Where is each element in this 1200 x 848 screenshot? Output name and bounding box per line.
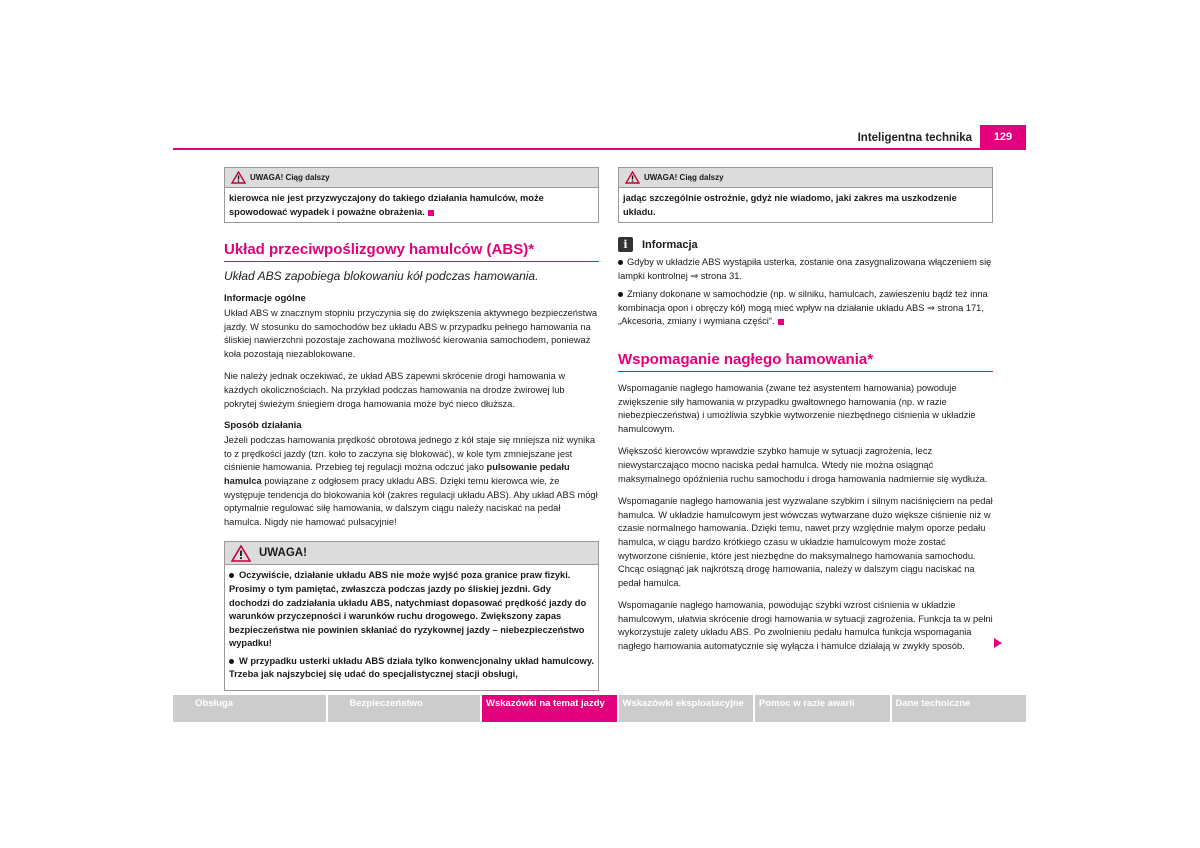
warning-triangle-icon xyxy=(231,545,251,562)
warning-continued-text xyxy=(225,188,598,222)
warning-continued-label: UWAGA! Ciąg dalszy xyxy=(250,173,330,182)
info-item xyxy=(618,256,993,283)
bullet-icon xyxy=(618,260,623,265)
warning-box xyxy=(224,541,599,691)
right-column xyxy=(618,167,993,663)
tab-dane-techniczne[interactable]: Dane techniczne xyxy=(892,695,1027,722)
bullet-icon xyxy=(229,573,234,578)
abs-paragraph-3 xyxy=(224,434,599,529)
warning-triangle-icon xyxy=(625,171,640,184)
brake-assist-paragraph-2: Większość kierowców wprawdzie szybko hamuje w sytuacji zagrożenia, lecz niewystarczająco mocno naciska pedał hamulca. Wtedy nie można osiągnąć maksymalnego opóźnienia ruchu samochodu i droga hamowania nadmiernie się wydłuża. xyxy=(618,446,988,484)
brake-assist-paragraph-3: Wspomaganie nagłego hamowania jest wyzwalane szybkim i silnym naciśnięciem na pedał hamulca. W układzie hamulcowym jest wówczas wytwarzane dużo większe ciśnienie niż w czasie normalnego hamowania. Dzięki temu, nawet przy względnie małym oporze pedału hamulca, w ciągu bardzo krótkiego czasu w układzie hamulcowym może zostać wytworzone ciśnienie, które jest niezbędne do maksymalnego hamowania samochodu. Chcąc osiągnąć jak najkrótszą drogę hamowania, należy w dalszym ciągu naciskać na pedał hamulca. xyxy=(618,496,993,588)
chapter-tabs xyxy=(173,695,1026,722)
warning-header xyxy=(225,542,598,565)
bullet-icon xyxy=(618,292,623,297)
tab-wskazowki-jazdy[interactable]: Wskazówki na temat jazdy xyxy=(482,695,617,722)
warning-item-1-text: Oczywiście, działanie układu ABS nie może wyjść poza granice praw fizyki. Prosimy o tym pamiętać, zwłaszcza podczas jazdy po śliskiej jezdni. Gdy dochodzi do zadziałania układu ABS, natychmiast dopasować prędkość jazdy do warunków przyczepności i warunków ruchu drogowego. Zwiększony zapas bezpieczeństwa nie powinien skłaniać do ryzykownej jazdy – niebezpieczeństwo wypadku! xyxy=(229,570,587,649)
info-icon: i xyxy=(618,237,633,252)
brake-assist-title: Wspomaganie nagłego hamowania* xyxy=(618,351,993,372)
warning-item xyxy=(229,569,594,651)
warning-label: UWAGA! xyxy=(259,547,307,560)
info-item-2-text: Zmiany dokonane w samochodzie (np. w silniku, hamulcach, zawieszeniu bądź też inna kombinacja opon i obręczy kół) mogą mieć wpływ na działanie układu ABS ⇒ strona 171, „Akcesoria, zmiany i wymiana części“. xyxy=(618,289,988,327)
bullet-icon xyxy=(229,659,234,664)
abs-paragraph-3-bold: pulsowanie pedału hamulca xyxy=(224,462,570,486)
warning-item-2-text: W przypadku usterki układu ABS działa tylko konwencjonalny układ hamulcowy. Trzeba jak najszybciej się udać do specjalistycznej stacji obsługi, xyxy=(229,655,594,680)
info-item-1-text: Gdyby w układzie ABS wystąpiła usterka, zostanie ona zasygnalizowana włączeniem się lampki kontrolnej ⇒ strona 31. xyxy=(618,257,992,281)
warning-continued-header xyxy=(619,168,992,188)
warning-continued-box xyxy=(224,167,599,223)
section-end-marker xyxy=(778,319,784,325)
method-heading: Sposób działania xyxy=(224,420,302,432)
info-heading: Informacja xyxy=(642,238,698,251)
tab-pomoc-awarii[interactable]: Pomoc w razie awarii xyxy=(755,695,890,722)
abs-paragraph-3-a: Jeżeli podczas hamowania prędkość obrotowa jednego z kół staje się mniejsza niż wynika to z prędkości jazdy (tzn. koło to zaczyna się blokować), w kole tym zmniejszane jest ciśnienie hamowania. Przebieg tej regulacji można odczuć jako xyxy=(224,435,596,473)
abs-section-title: Układ przeciwpoślizgowy hamulców (ABS)* xyxy=(224,241,599,262)
abs-paragraph-3-b: powiązane z odgłosem pracy układu ABS. Dzięki temu kierowca wie, że występuje tendencja do blokowania kół (zakres regulacji układu ABS). Aby układ ABS mógł optymalnie regulować siłę hamowania, w dalszym ciągu należy naciskać na pedał hamulca. Nigdy nie hamować pulsacyjnie! xyxy=(224,475,598,527)
section-end-marker xyxy=(428,210,434,216)
brake-assist-paragraph-4: Wspomaganie nagłego hamowania, powodując szybki wzrost ciśnienia w układzie hamulcowym, ułatwia skrócenie drogi hamowania w sytuacji zagrożenia. Funkcja ta w pełni wykorzystuje zalety układu ABS. Po zwolnieniu pedału hamulca funkcja wspomagania nagłego hamowania automatycznie się wyłącza i hamulce działają w zwykły sposób. xyxy=(618,600,993,652)
general-info-heading: Informacje ogólne xyxy=(224,293,306,304)
warning-body xyxy=(225,565,598,690)
warning-continued-header xyxy=(225,168,598,188)
warning-continued-label: UWAGA! Ciąg dalszy xyxy=(644,173,724,182)
continue-arrow-icon xyxy=(994,638,1002,648)
abs-paragraph-1: Układ ABS w znacznym stopniu przyczynia się do zwiększenia aktywnego bezpieczeństwa jazdy. W stosunku do samochodów bez układu ABS w przypadku pełnego hamowania na śliskiej nawierzchni pozostaje zachowana możliwość kierowania samochodem, ponieważ koła pozostają niezablokowane. xyxy=(224,308,598,359)
info-item xyxy=(618,288,993,329)
warning-continued-box xyxy=(618,167,993,223)
abs-section-subtitle: Układ ABS zapobiega blokowaniu kół podczas hamowania. xyxy=(224,269,539,283)
page-number: 129 xyxy=(980,125,1026,149)
chapter-title: Inteligentna technika xyxy=(857,132,972,144)
warning-triangle-icon xyxy=(231,171,246,184)
abs-paragraph-2: Nie należy jednak oczekiwać, że układ ABS zapewni skrócenie drogi hamowania w każdych okolicznościach. Na przykład podczas hamowania na drodze żwirowej lub pokrytej świeżym śniegiem droga hamowania może być nieco dłuższa. xyxy=(224,371,566,409)
tab-bezpieczenstwo[interactable]: Bezpieczeństwo xyxy=(328,695,481,722)
warning-continued-text: jadąc szczególnie ostrożnie, gdyż nie wiadomo, jaki zakres ma uszkodzenie układu. xyxy=(623,193,957,217)
info-heading-row xyxy=(618,237,993,252)
header-rule xyxy=(173,148,1026,150)
warning-continued-text-content: kierowca nie jest przyzwyczajony do takiego działania hamulców, może spowodować wypadek i poważne obrażenia. xyxy=(229,193,544,217)
warning-item xyxy=(229,655,594,682)
left-column xyxy=(224,167,599,691)
brake-assist-paragraph-1: Wspomaganie nagłego hamowania (zwane też asystentem hamowania) powoduje zwiększenie siły hamowania w przypadku gwałtownego hamowania (np. w razie niebezpieczeństwa) i umożliwia szybkie wytworzenie niezbędnego ciśnienia w układzie hamulcowym. xyxy=(618,382,976,434)
tab-obsluga[interactable]: Obsługa xyxy=(173,695,326,722)
tab-wskazowki-eksploatacyjne[interactable]: Wskazówki eksploatacyjne xyxy=(619,695,754,722)
